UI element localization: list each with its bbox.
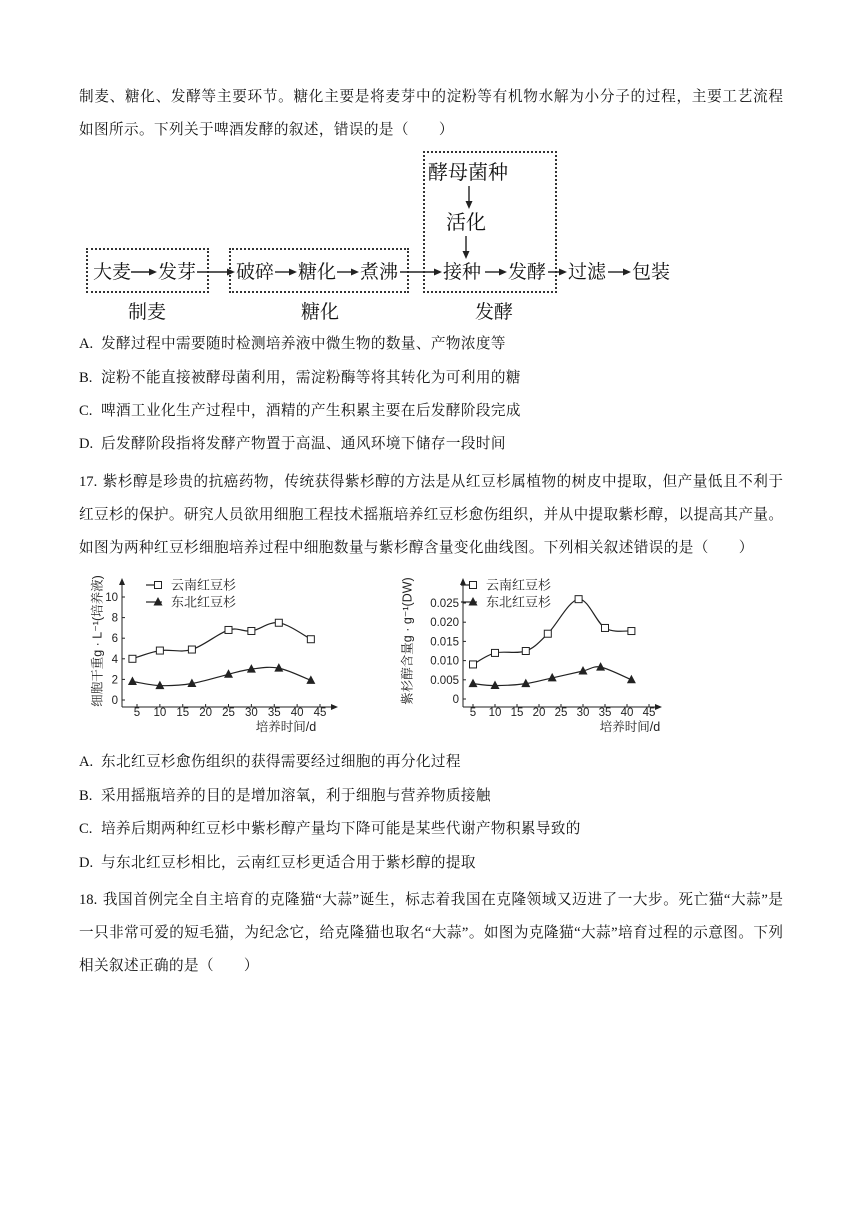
legend-marker xyxy=(469,597,478,606)
paclitaxel-content-chart xyxy=(390,565,680,740)
arrow-germination-to-crushing xyxy=(197,269,235,276)
y-tick-label: 0.015 xyxy=(430,636,459,649)
y-tick-label: 10 xyxy=(105,592,118,604)
arrow-filtration-to-packaging xyxy=(608,269,631,276)
option-label: A. xyxy=(79,336,94,352)
y-axis-label: 紫杉醇含量g · g⁻¹(DW) xyxy=(400,577,415,705)
option-label: D. xyxy=(79,436,94,452)
x-tick-label: 15 xyxy=(510,707,524,719)
q17-stem-line-1 xyxy=(79,471,783,493)
q18-stem-line-3: 相关叙述正确的是（ ） xyxy=(79,958,259,974)
option-text: 培养后期两种红豆杉中紫杉醇产量均下降可能是某些代谢产物积累导致的 xyxy=(101,821,581,837)
q18-stem-line-1 xyxy=(79,889,783,911)
q17-stem-line-3: 如图为两种红豆杉细胞培养过程中细胞数量与紫杉醇含量变化曲线图。下列相关叙述错误的是（ ） xyxy=(79,540,754,556)
q16-option-b xyxy=(79,367,521,389)
y-tick-label: 8 xyxy=(111,612,118,625)
x-tick-label: 25 xyxy=(222,707,235,719)
x-axis-label: 培养时间/d xyxy=(599,720,661,734)
stem-text: 我国首例完全自主培育的克隆猫“大蒜”诞生，标志着我国在克隆领域又迈进了一大步。死亡猫“大蒜”是 xyxy=(102,892,783,908)
flow-step-inoculation: 接种 xyxy=(443,261,482,283)
data-point xyxy=(575,596,582,603)
flow-node-activation: 活化 xyxy=(446,210,486,234)
legend-marker xyxy=(154,597,163,606)
data-point xyxy=(602,624,609,631)
x-tick-label: 5 xyxy=(469,707,477,719)
x-axis-arrow-icon xyxy=(331,704,338,710)
x-tick-label: 45 xyxy=(642,707,656,719)
flow-step-boiling: 煮沸 xyxy=(360,261,399,283)
q17-option-a xyxy=(79,751,461,773)
legend-label: 东北红豆杉 xyxy=(171,594,237,610)
q16-option-d xyxy=(79,433,506,455)
data-point xyxy=(544,630,551,637)
flow-step-crushing: 破碎 xyxy=(236,261,275,283)
x-tick-label: 25 xyxy=(554,707,568,719)
data-point xyxy=(248,627,255,634)
data-point xyxy=(275,619,282,626)
y-tick-label: 0.020 xyxy=(430,617,459,630)
q16-option-a xyxy=(79,333,506,355)
data-point xyxy=(307,636,314,643)
option-text: 后发酵阶段指将发酵产物置于高温、通风环境下储存一段时间 xyxy=(101,436,506,452)
x-tick-label: 15 xyxy=(176,707,190,719)
data-point xyxy=(188,646,195,653)
data-point xyxy=(522,648,529,655)
y-axis-arrow-icon xyxy=(460,578,466,585)
option-text: 发酵过程中需要随时检测培养液中微生物的数量、产物浓度等 xyxy=(101,336,506,352)
series-1 xyxy=(129,619,314,662)
data-point xyxy=(492,649,499,656)
x-tick-label: 20 xyxy=(199,707,213,719)
flow-step-filtration: 过滤 xyxy=(568,261,607,283)
arrow-inoculation-to-fermentation xyxy=(485,269,507,276)
legend-marker xyxy=(155,582,162,589)
x-tick-label: 20 xyxy=(532,707,546,719)
data-point xyxy=(469,679,478,688)
option-text: 淀粉不能直接被酵母菌利用，需淀粉酶等将其转化为可利用的糖 xyxy=(101,370,521,386)
data-point xyxy=(129,655,136,662)
option-label: D. xyxy=(79,855,94,871)
q16-stem-line-2: 如图所示。下列关于啤酒发酵的叙述，错误的是（ ） xyxy=(79,122,454,138)
x-tick-label: 35 xyxy=(267,707,281,719)
data-point xyxy=(128,676,137,685)
data-point xyxy=(225,626,232,633)
y-tick-label: 4 xyxy=(111,653,118,666)
x-axis-label: 培养时间/d xyxy=(255,720,317,734)
arrow-activation-to-inoculation xyxy=(463,236,470,259)
legend-entry xyxy=(146,578,236,593)
data-point xyxy=(470,661,477,668)
option-text: 采用摇瓶培养的目的是增加溶氧，利于细胞与营养物质接触 xyxy=(101,788,491,804)
legend-entry xyxy=(146,595,236,610)
y-axis-arrow-icon xyxy=(119,578,125,585)
q17-stem-line-2: 红豆杉的保护。研究人员欲用细胞工程技术摇瓶培养红豆杉愈伤组织，并从中提取紫杉醇，以提高其产量。 xyxy=(79,507,783,523)
legend-marker xyxy=(470,582,477,589)
option-label: A. xyxy=(79,754,94,770)
y-tick-label: 0.010 xyxy=(430,655,459,668)
series-2 xyxy=(469,662,636,689)
q17-option-b xyxy=(79,785,491,807)
option-text: 东北红豆杉愈伤组织的获得需要经过细胞的再分化过程 xyxy=(101,754,461,770)
option-label: B. xyxy=(79,370,93,386)
flow-step-packaging: 包装 xyxy=(632,261,671,283)
legend-label: 云南红豆杉 xyxy=(486,577,552,593)
data-point xyxy=(628,628,635,635)
x-tick-label: 5 xyxy=(133,707,141,719)
cell-dry-weight-chart xyxy=(80,565,370,740)
option-label: C. xyxy=(79,821,93,837)
y-tick-label: 0 xyxy=(111,695,118,707)
arrow-boiling-to-inoculation xyxy=(400,269,442,276)
q17-option-c xyxy=(79,818,581,840)
y-tick-label: 0.025 xyxy=(430,598,459,610)
data-point xyxy=(491,681,500,690)
flow-step-barley: 大麦 xyxy=(93,261,132,283)
x-tick-label: 40 xyxy=(290,707,304,719)
arrow-saccharification-to-boiling xyxy=(337,269,359,276)
x-tick-label: 35 xyxy=(598,707,612,719)
legend-entry xyxy=(461,578,551,593)
question-number: 17. xyxy=(79,474,98,490)
data-point xyxy=(156,647,163,654)
arrow-yeast-to-activation xyxy=(466,186,473,209)
x-tick-label: 30 xyxy=(244,707,258,719)
flow-step-germination: 发芽 xyxy=(158,261,197,283)
y-tick-label: 6 xyxy=(111,633,118,646)
x-axis-arrow-icon xyxy=(655,704,662,710)
flow-group-label-malting: 制麦 xyxy=(128,301,167,323)
legend-label: 云南红豆杉 xyxy=(171,577,237,593)
y-axis-label: 细胞干重g · L⁻¹(培养液) xyxy=(90,575,105,707)
flow-step-saccharification: 糖化 xyxy=(298,261,337,283)
legend-label: 东北红豆杉 xyxy=(486,594,552,610)
flow-step-fermentation: 发酵 xyxy=(508,261,547,283)
flow-arrows xyxy=(80,145,680,335)
arrow-crushing-to-saccharification xyxy=(275,269,297,276)
y-tick-label: 2 xyxy=(111,674,118,687)
flow-group-label-saccharification: 糖化 xyxy=(301,301,340,323)
x-tick-label: 10 xyxy=(153,707,167,719)
x-tick-label: 40 xyxy=(620,707,634,719)
q16-stem-line-1: 制麦、糖化、发酵等主要环节。糖化主要是将麦芽中的淀粉等有机物水解为小分子的过程，主要工艺流程 xyxy=(79,89,783,105)
data-point xyxy=(627,675,636,684)
flow-group-label-fermentation: 发酵 xyxy=(475,301,514,323)
question-number: 18. xyxy=(79,892,98,908)
arrow-barley-to-germination xyxy=(131,269,157,276)
flow-node-yeast-strain: 酵母菌种 xyxy=(428,160,508,184)
option-text: 与东北红豆杉相比，云南红豆杉更适合用于紫杉醇的提取 xyxy=(101,855,476,871)
option-text: 啤酒工业化生产过程中，酒精的产生积累主要在后发酵阶段完成 xyxy=(101,403,521,419)
x-tick-label: 10 xyxy=(488,707,502,719)
legend-entry xyxy=(461,595,551,610)
option-label: C. xyxy=(79,403,93,419)
y-tick-label: 0.005 xyxy=(430,674,459,687)
series-2 xyxy=(128,663,315,689)
q18-stem-line-2: 一只非常可爱的短毛猫，为纪念它，给克隆猫也取名“大蒜”。如图为克隆猫“大蒜”培育过程的示意图。下列 xyxy=(79,925,783,941)
arrow-fermentation-to-filtration xyxy=(548,269,567,276)
x-tick-label: 45 xyxy=(313,707,327,719)
option-label: B. xyxy=(79,788,93,804)
stem-text: 紫杉醇是珍贵的抗癌药物，传统获得紫杉醇的方法是从红豆杉属植物的树皮中提取，但产量低且不利于 xyxy=(102,474,783,490)
q17-option-d xyxy=(79,852,476,874)
y-tick-label: 0 xyxy=(452,694,459,706)
q16-option-c xyxy=(79,400,521,422)
x-tick-label: 30 xyxy=(576,707,590,719)
